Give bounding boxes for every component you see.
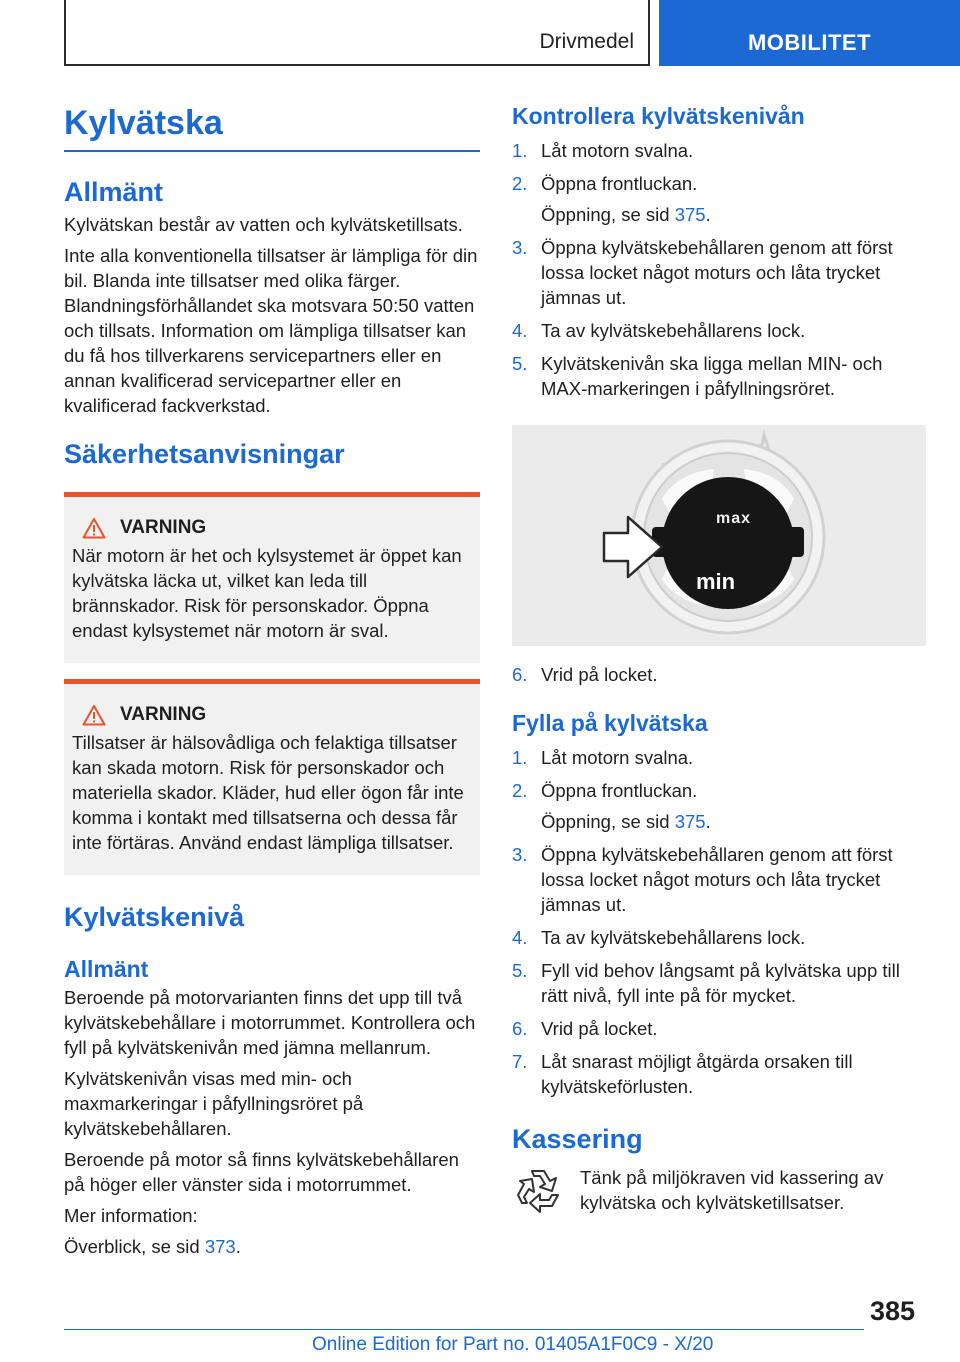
list-item (512, 171, 924, 196)
footer-divider (64, 1329, 864, 1330)
warning-triangle-icon (82, 517, 106, 539)
coolant-filler-illustration (512, 425, 926, 646)
right-column (512, 100, 924, 1217)
level-heading: Kylvätskenivå (64, 902, 245, 932)
step-number: 4. (512, 320, 528, 341)
list-item (512, 318, 924, 343)
list-item (512, 745, 924, 770)
warning-box-2 (64, 679, 480, 875)
step-number: 5. (512, 353, 528, 374)
step-text: Öppna kylvätskebehållaren genom att först lossa locket något moturs och låta trycket jämnas ut. (541, 237, 893, 308)
list-item (512, 925, 924, 950)
check-steps-list (512, 138, 924, 196)
header-section-label: Drivmedel (539, 30, 634, 53)
check-heading: Kontrollera kylvätskenivån (512, 103, 805, 129)
list-item (512, 842, 924, 917)
step-number: 1. (512, 140, 528, 161)
check-open-text: Öppning, se sid (541, 204, 675, 225)
step-number: 3. (512, 844, 528, 865)
warning-2-text: Tillsatser är hälsovådliga och felaktiga tillsatser kan skada motorn. Risk för personskador och materiella skador. Kläder, hud eller ögon får inte komma i kontakt med tillsatserna och dessa får inte förtäras. Använd endast lämpliga tillsatser. (72, 732, 464, 853)
overview-text: Överblick, se sid (64, 1236, 205, 1257)
step-text: Låt motorn svalna. (541, 747, 694, 768)
step-number: 2. (512, 173, 528, 194)
list-item (512, 1049, 924, 1099)
check-steps-list-final (512, 662, 924, 687)
check-steps-list-continued (512, 235, 924, 401)
warning-2-title (82, 704, 474, 726)
fill-open-page-link[interactable]: 375 (674, 811, 706, 832)
step-text: Öppna frontluckan. (541, 173, 698, 194)
footer-edition: Online Edition for Part no. 01405A1F0C9 - X/20 (312, 1334, 714, 1355)
page-number: 385 (870, 1296, 916, 1326)
step-number: 5. (512, 960, 528, 981)
step-number: 4. (512, 927, 528, 948)
list-item (512, 235, 924, 310)
warning-2-label: VARNING (120, 704, 207, 725)
general-paragraph-1: Kylvätskan består av vatten och kylvätsketillsats. (64, 214, 463, 235)
coolant-level-photo (512, 425, 926, 646)
overview-reference (64, 1234, 480, 1259)
header-chapter-label: MOBILITET (747, 30, 872, 55)
warning-box-1 (64, 492, 480, 663)
step-text: Vrid på locket. (541, 664, 658, 685)
step-number: 6. (512, 1018, 528, 1039)
fill-steps-list (512, 745, 924, 803)
general-paragraph-2: Inte alla konventionella tillsatser är lämpliga för din bil. Blanda inte tillsatser med olika färger. Blandningsförhållandet ska motsvara 50:50 vatten och tillsats. Information om lämpliga tillsatser kan du få hos tillverkarens servicepartners eller en annan kvalificerad servicepartner eller en kvalificerad fackverkstad. (64, 245, 478, 416)
level-paragraph-2: Kylvätskenivån visas med min- och maxmarkeringar i påfyllningsröret på kylvätskebehållaren. (64, 1068, 364, 1139)
warning-1-title (82, 517, 474, 539)
step-number: 7. (512, 1051, 528, 1072)
step-text: Kylvätskenivån ska ligga mellan MIN- och MAX-markeringen i påfyllningsröret. (541, 353, 883, 399)
step-text: Ta av kylvätskebehållarens lock. (541, 927, 806, 948)
disposal-text: Tänk på miljökraven vid kassering av kylvätska och kylvätsketillsatser. (580, 1167, 884, 1213)
fill-steps-list-continued (512, 842, 924, 1099)
title-divider (64, 150, 480, 152)
fill-opening-reference (512, 809, 924, 834)
level-paragraph-3: Beroende på motor så finns kylvätskebehållaren på höger eller vänster sida i motorrummet. (64, 1149, 459, 1195)
max-marking: max (716, 510, 752, 527)
step-text: Ta av kylvätskebehållarens lock. (541, 320, 806, 341)
level-paragraph-1: Beroende på motorvarianten finns det upp till två kylvätskebehållare i motorrummet. Kontrollera och fyll på kylvätskenivån med jämna mellanrum. (64, 987, 476, 1058)
page-title: Kylvätska (64, 104, 223, 142)
warning-1-label: VARNING (120, 517, 207, 538)
more-info-label: Mer information: (64, 1205, 198, 1226)
step-number: 6. (512, 664, 528, 685)
warning-1-text: När motorn är het och kylsystemet är öppet kan kylvätska läcka ut, vilket kan leda till brännskador. Risk för personskador. Öppna endast kylsystemet när motorn är sval. (72, 545, 462, 641)
step-text: Öppna kylvätskebehållaren genom att först lossa locket något moturs och låta trycket jämnas ut. (541, 844, 893, 915)
disposal-heading: Kassering (512, 1124, 643, 1154)
safety-heading: Säkerhetsanvisningar (64, 439, 345, 469)
step-text: Vrid på locket. (541, 1018, 658, 1039)
step-number: 2. (512, 780, 528, 801)
step-number: 1. (512, 747, 528, 768)
check-open-page-link[interactable]: 375 (674, 204, 706, 225)
step-text: Låt motorn svalna. (541, 140, 694, 161)
warning-triangle-icon (82, 704, 106, 726)
list-item (512, 138, 924, 163)
header-chapter-tab[interactable] (659, 0, 960, 66)
level-general-heading: Allmänt (64, 956, 149, 982)
fill-heading: Fylla på kylvätska (512, 710, 708, 736)
header-section-box (64, 0, 650, 66)
disposal-block (512, 1165, 924, 1217)
recycle-icon (512, 1165, 564, 1217)
left-column (64, 100, 480, 1259)
step-text: Låt snarast möjligt åtgärda orsaken till kylvätskeförlusten. (541, 1051, 853, 1097)
step-text: Öppna frontluckan. (541, 780, 698, 801)
check-opening-reference (512, 202, 924, 227)
general-heading: Allmänt (64, 177, 164, 207)
step-number: 3. (512, 237, 528, 258)
fill-open-end: . (705, 811, 711, 832)
overview-end: . (235, 1236, 241, 1257)
min-marking: min (696, 569, 736, 594)
check-open-end: . (705, 204, 711, 225)
list-item (512, 351, 924, 401)
fill-open-text: Öppning, se sid (541, 811, 675, 832)
list-item (512, 1016, 924, 1041)
list-item (512, 778, 924, 803)
overview-page-link[interactable]: 373 (204, 1236, 236, 1257)
list-item (512, 958, 924, 1008)
step-text: Fyll vid behov långsamt på kylvätska upp till rätt nivå, fyll inte på för mycket. (541, 960, 900, 1006)
list-item (512, 662, 924, 687)
